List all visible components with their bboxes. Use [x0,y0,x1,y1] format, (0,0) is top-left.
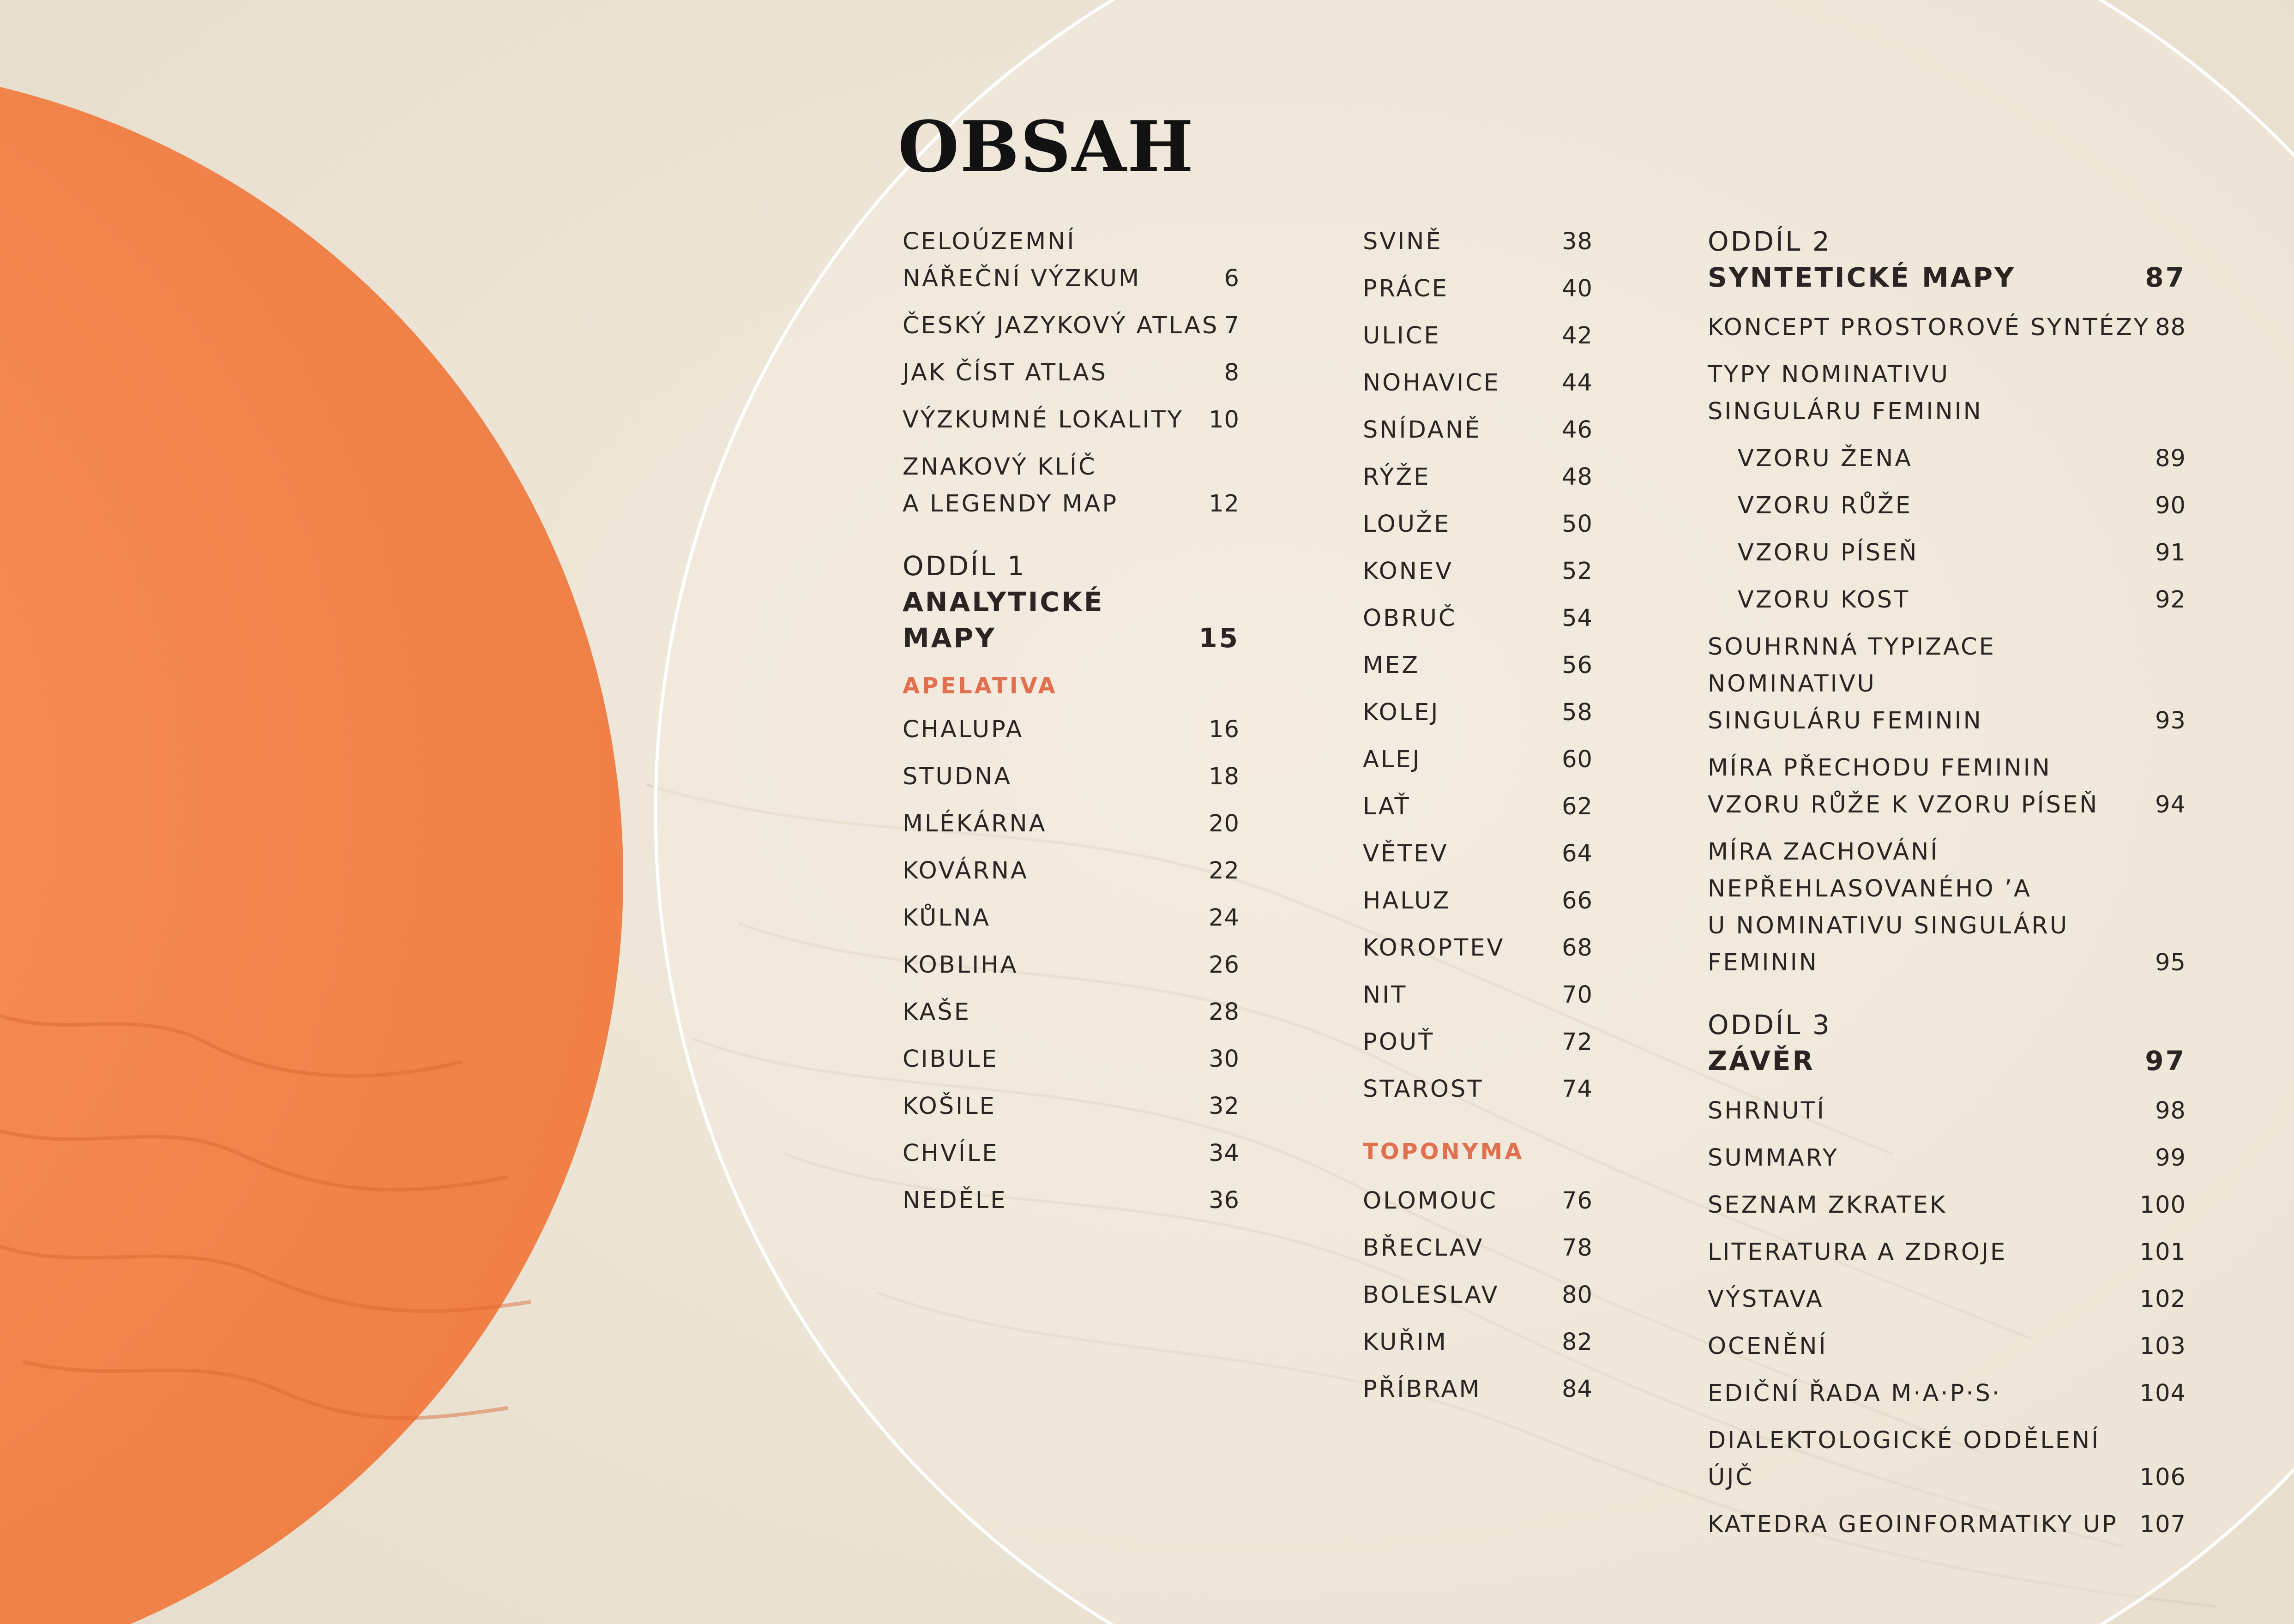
toc-entry [1363,883,1593,920]
toc-entry-page: 56 [1562,652,1593,679]
section-page: 15 [1198,622,1240,654]
toc-entry [1708,356,2186,430]
toc-entry-page: 44 [1562,369,1593,397]
toc-entry-label: KOVÁRNA [903,857,1029,884]
toc-entry-label: VÝSTAVA [1708,1286,1824,1313]
toc-entry-page: 88 [2155,314,2186,341]
toc-entry-page: 60 [1562,746,1593,773]
toc-entry-page: 12 [1209,490,1240,517]
toc-entry-page: 101 [2139,1239,2186,1266]
toc-entry-label: VZORU RŮŽE [1738,492,1912,519]
toc-entry-label: VZORU KOST [1738,586,1910,614]
toc-entry-label: PRÁCE [1363,275,1449,302]
toc-entry-page: 92 [2155,586,2186,614]
toc-entry-page: 100 [2139,1191,2186,1219]
section-1-heading [903,548,1240,656]
toc-entry [1363,977,1593,1014]
toc-column-2 [1363,223,1593,1418]
toc-entry [903,1041,1240,1078]
toc-entry [1708,535,2186,571]
toc-entry [1363,1230,1593,1267]
toc-entry-label: BŘECLAV [1363,1234,1484,1262]
toc-entry [903,758,1240,795]
toc-entry [1363,694,1593,731]
toc-entry [903,402,1240,439]
toc-entry-label: LITERATURA A ZDROJE [1708,1239,2007,1266]
toc-entry-page: 74 [1562,1076,1593,1103]
toc-entry-page: 70 [1562,981,1593,1009]
toc-column-3 [1708,223,2186,1553]
toc-entry-label: POUŤ [1363,1029,1435,1056]
section-page: 87 [2145,262,2186,293]
toc-entry-page: 89 [2155,445,2186,472]
toc-entry [903,1182,1240,1219]
toc-entry [903,223,1240,297]
toc-entry [1363,365,1593,402]
toc-entry [903,307,1240,344]
toc-entry-page: 48 [1562,463,1593,491]
toc-entry [903,1088,1240,1125]
toc-entry [1708,440,2186,477]
toc-entry-page: 80 [1562,1281,1593,1309]
section-label: ODDÍL 3 [1708,1009,1831,1041]
section-3-heading [1708,1007,2186,1079]
toc-entry-label: VZORU PÍSEŇ [1738,539,1919,566]
toc-entry-label: KOLEJ [1363,699,1440,726]
toc-entry-page: 58 [1562,699,1593,726]
toc-entry-page: 30 [1209,1046,1240,1073]
toc-entry-page: 34 [1209,1140,1240,1167]
toc-entry-page: 72 [1562,1029,1593,1056]
toc-entry-page: 84 [1562,1376,1593,1403]
toc-entry [903,806,1240,842]
toc-entry [1363,223,1593,260]
toc-entry-label: NEDĚLE [903,1187,1007,1214]
toc-entry-page: 24 [1209,904,1240,932]
toc-entry-page: 26 [1209,951,1240,979]
toc-entry [1363,1371,1593,1408]
toc-entry-label: EDIČNÍ ŘADA M·A·P·S· [1708,1380,2002,1407]
toc-entry-label: DIALEKTOLOGICKÉ ODDĚLENÍ ÚJČ [1708,1427,2101,1491]
toc-entry-label: ULICE [1363,322,1441,349]
toc-entry-label: SOUHRNNÁ TYPIZACE NOMINATIVU SINGULÁRU FEMININ [1708,633,1996,734]
toc-entry-page: 106 [2139,1464,2186,1491]
toc-entry-label: MÍRA PŘECHODU FEMININ VZORU RŮŽE K VZORU PÍSEŇ [1708,754,2099,818]
toc-entry-label: HALUZ [1363,887,1451,914]
toc-entry-label: KOŠILE [903,1093,996,1120]
toc-entry-page: 102 [2139,1286,2186,1313]
toc-entry-page: 94 [2155,791,2186,818]
toc-entry-page: 10 [1209,406,1240,433]
toc-entry-label: ZNAKOVÝ KLÍČ A LEGENDY MAP [903,453,1119,517]
toc-entry [1363,788,1593,825]
toc-entry-page: 20 [1209,810,1240,837]
toc-entry [1708,1281,2186,1318]
toc-entry [1708,582,2186,619]
toc-entry-label: MLÉKÁRNA [903,810,1047,837]
toc-entry-label: VÝZKUMNÉ LOKALITY [903,406,1184,433]
toc-entry-page: 104 [2139,1380,2186,1407]
toc-entry-label: KŮLNA [903,904,991,932]
category-heading-toponyma: TOPONYMA [1363,1139,1524,1165]
toc-entry [1363,1183,1593,1220]
toc-entry-page: 54 [1562,605,1593,632]
toc-entry-page: 68 [1562,934,1593,962]
toc-entry-label: CIBULE [903,1046,999,1073]
toc-entry-page: 16 [1209,716,1240,743]
toc-entry-page: 22 [1209,857,1240,884]
toc-entry-page: 36 [1209,1187,1240,1214]
toc-entry-label: VĚTEV [1363,840,1449,867]
toc-entry [1708,1328,2186,1365]
toc-entry [1708,1187,2186,1224]
toc-entry-label: RÝŽE [1363,463,1431,491]
section-page: 97 [2145,1045,2186,1077]
toc-entry-page: 52 [1562,558,1593,585]
toc-entry [1708,1506,2186,1543]
toc-entry-page: 40 [1562,275,1593,302]
toc-entry [903,947,1240,984]
toc-entry-label: ČESKÝ JAZYKOVÝ ATLAS [903,312,1219,339]
toc-entry-page: 76 [1562,1187,1593,1215]
category-heading-apelativa: APELATIVA [903,673,1058,699]
toc-entry-label: KOBLIHA [903,951,1018,979]
toc-entry-page: 32 [1209,1093,1240,1120]
toc-entry [1363,553,1593,590]
toc-entry [1363,930,1593,967]
toc-entry [1363,1324,1593,1361]
toc-entry-label: CHALUPA [903,716,1024,743]
toc-entry [1363,318,1593,355]
toc-entry-page: 103 [2139,1333,2186,1360]
toc-column-1 [903,223,1240,1229]
toc-entry-label: MEZ [1363,652,1420,679]
toc-entry-page: 62 [1562,793,1593,820]
toc-entry [1708,629,2186,740]
toc-entry-page: 18 [1209,763,1240,790]
toc-entry-label: NIT [1363,981,1408,1009]
toc-entry-page: 91 [2155,539,2186,566]
toc-entry-page: 6 [1224,265,1240,292]
toc-entry [1708,1140,2186,1177]
toc-entry-label: KAŠE [903,998,971,1026]
toc-entry-page: 95 [2155,949,2186,976]
toc-entry-label: KOROPTEV [1363,934,1505,962]
toc-entry-label: NOHAVICE [1363,369,1501,397]
toc-entry [903,355,1240,391]
section-label: ODDÍL 1 [903,550,1026,582]
toc-entry-label: SUMMARY [1708,1144,1839,1172]
section-label: ODDÍL 2 [1708,226,1831,257]
toc-entry-label: ALEJ [1363,746,1421,773]
toc-entry-label: SEZNAM ZKRATEK [1708,1191,1947,1219]
toc-entry-label: BOLESLAV [1363,1281,1499,1309]
toc-entry [1363,836,1593,872]
toc-entry-page: 50 [1562,511,1593,538]
toc-entry [1363,506,1593,543]
page-title: OBSAH [898,105,1195,188]
toc-entry [1708,1422,2186,1496]
section-title: ZÁVĚR [1708,1045,1815,1077]
toc-entry-page: 78 [1562,1234,1593,1262]
toc-entry-label: CHVÍLE [903,1140,999,1167]
toc-entry [1363,412,1593,449]
toc-entry-label: OCENĚNÍ [1708,1333,1828,1360]
toc-entry [903,711,1240,748]
toc-entry-label: KATEDRA GEOINFORMATIKY UP [1708,1511,2118,1538]
toc-entry-label: LOUŽE [1363,511,1451,538]
toc-entry-label: PŘÍBRAM [1363,1376,1481,1403]
toc-entry [1363,1071,1593,1108]
toc-entry-page: 64 [1562,840,1593,867]
section-title: SYNTETICKÉ MAPY [1708,262,2016,293]
toc-entry [1363,1024,1593,1061]
toc-entry-page: 99 [2155,1144,2186,1172]
toc-entry-page: 93 [2155,707,2186,734]
toc-entry-label: OBRUČ [1363,605,1457,632]
toc-entry [1363,600,1593,637]
section-2-heading [1708,223,2186,295]
toc-entry [1363,459,1593,496]
toc-entry-page: 90 [2155,492,2186,519]
toc-entry [1708,750,2186,824]
toc-entry-label: TYPY NOMINATIVU SINGULÁRU FEMININ [1708,361,1983,425]
toc-entry [903,994,1240,1031]
toc-entry-label: LAŤ [1363,793,1411,820]
toc-entry-page: 66 [1562,887,1593,914]
toc-entry-label: OLOMOUC [1363,1187,1498,1215]
section-title: ANALYTICKÉ MAPY [903,586,1104,654]
toc-entry-label: KONEV [1363,558,1454,585]
toc-entry [1708,487,2186,524]
toc-entry-page: 42 [1562,322,1593,349]
toc-entry [1708,1093,2186,1130]
toc-entry-label: JAK ČÍST ATLAS [903,359,1108,386]
toc-entry [1363,647,1593,684]
toc-entry [1708,1234,2186,1271]
toc-entry [1363,741,1593,778]
toc-entry-page: 107 [2139,1511,2186,1538]
toc-entry-label: SVINĚ [1363,228,1443,255]
toc-entry-page: 98 [2155,1097,2186,1125]
toc-entry-label: STAROST [1363,1076,1484,1103]
toc-entry [1708,309,2186,346]
toc-entry [903,1135,1240,1172]
toc-entry-page: 7 [1224,312,1240,339]
toc-entry-label: SHRNUTÍ [1708,1097,1826,1125]
toc-entry [1363,271,1593,307]
toc-entry-page: 28 [1209,998,1240,1026]
toc-entry-label: STUDNA [903,763,1012,790]
toc-entry [1708,834,2186,981]
toc-entry-label: MÍRA ZACHOVÁNÍ NEPŘEHLASOVANÉHO ’A U NOMINATIVU SINGULÁRU FEMININ [1708,838,2069,976]
toc-entry [903,900,1240,937]
toc-entry-page: 82 [1562,1329,1593,1356]
toc-entry-label: KUŘIM [1363,1329,1448,1356]
toc-entry-label: KONCEPT PROSTOROVÉ SYNTÉZY [1708,314,2150,341]
toc-entry-label: SNÍDANĚ [1363,416,1482,444]
toc-entry-label: CELOÚZEMNÍ NÁŘEČNÍ VÝZKUM [903,228,1141,292]
toc-entry-page: 38 [1562,228,1593,255]
toc-entry [1708,1375,2186,1412]
toc-entry [903,853,1240,890]
toc-entry-label: VZORU ŽENA [1738,445,1913,472]
toc-entry [903,449,1240,523]
toc-entry-page: 46 [1562,416,1593,444]
toc-entry [1363,1277,1593,1314]
toc-entry-page: 8 [1224,359,1240,386]
